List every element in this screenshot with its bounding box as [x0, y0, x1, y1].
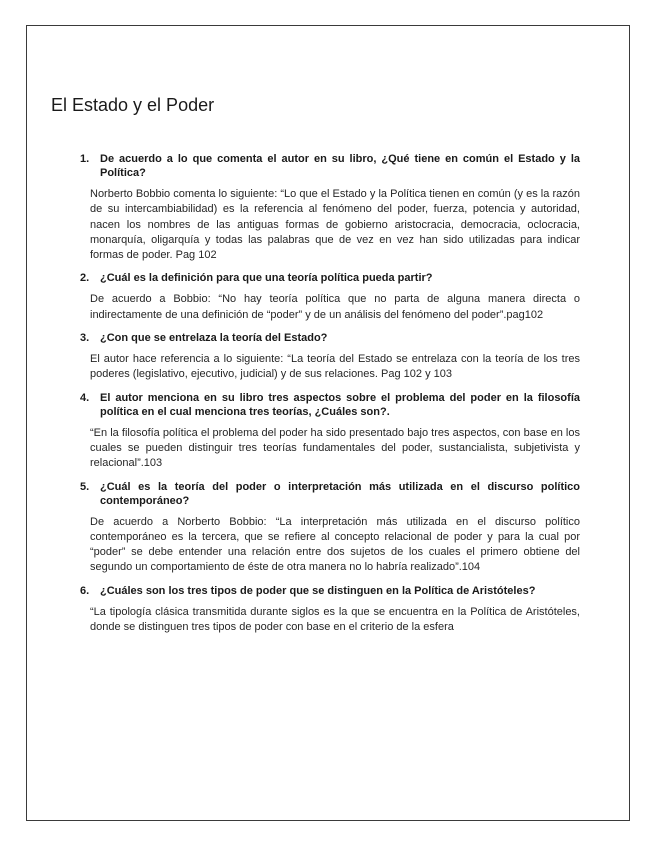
answer-text: “En la filosofía política el problema del poder ha sido presentado bajo tres aspectos, con base en los cuales se pueden distinguir tres teorías fundamentales del poder, sustancialista, subjetivista y relacional”.103: [90, 426, 580, 470]
answer-text: De acuerdo a Bobbio: “No hay teoría política que no parta de alguna manera directa o indirectamente de una definición de “poder” y de un análisis del fenómeno del poder”.pag102: [90, 293, 580, 321]
answer-text: Norberto Bobbio comenta lo siguiente: “Lo que el Estado y la Política tienen en común (y es la razón de su intercambiabilidad) es la referencia al fenómeno del poder, fuerza, potencia y autoridad, nacen los nombres de las antiguas formas de gobierno aristocracia, democracia, oclocracia, monarquía, oligarquía y todas las palabras que de vez en vez han sido utilizadas para indicar formas de poder. Pag 102: [90, 188, 580, 262]
question-number: 6.: [80, 584, 90, 597]
question-number: 4.: [80, 391, 90, 404]
qa-item-5: [80, 480, 580, 576]
qa-item-2: [80, 271, 580, 323]
question: [80, 331, 580, 345]
question-number: 5.: [80, 480, 90, 493]
question: [80, 480, 580, 508]
qa-item-3: [80, 331, 580, 383]
question-text: ¿Con que se entrelaza la teoría del Estado?: [100, 332, 328, 345]
question-text: De acuerdo a lo que comenta el autor en su libro, ¿Qué tiene en común el Estado y la Política?: [100, 153, 580, 179]
question-text: ¿Cuál es la definición para que una teoría política pueda partir?: [100, 272, 433, 285]
answer-text: “La tipología clásica transmitida durante siglos es la que se encuentra en la Política de Aristóteles, donde se distinguen tres tipos de poder con base en el criterio de la esfera: [90, 605, 580, 634]
document-title: El Estado y el Poder: [51, 95, 215, 115]
question-text: El autor menciona en su libro tres aspectos sobre el problema del poder en la filosofía política en el cual menciona tres teorías, ¿Cuáles son?.: [100, 391, 580, 418]
question: [80, 152, 580, 180]
question-number: 3.: [80, 332, 90, 345]
answer-text: De acuerdo a Norberto Bobbio: “La interpretación más utilizada en el discurso político contemporáneo es la tercera, que se refiere al concepto relacional de poder y para la cual por “poder” se debe entender una relación entre dos sujetos de los cuales el primero obtiene del segundo un comportamiento de éste de otra manera no lo habría realizado”.104: [90, 515, 580, 574]
question: [80, 271, 580, 285]
question: [80, 584, 580, 598]
qa-item-6: [80, 584, 580, 636]
qa-item-1: [80, 152, 580, 263]
question-number: 1.: [80, 153, 90, 165]
question-list: [80, 152, 580, 643]
question-text: ¿Cuáles son los tres tipos de poder que se distinguen en la Política de Aristóteles?: [100, 584, 536, 597]
question-text: ¿Cuál es la teoría del poder o interpretación más utilizada en el discurso político contemporáneo?: [100, 480, 580, 507]
qa-item-4: [80, 391, 580, 472]
answer-text: El autor hace referencia a lo siguiente: “La teoría del Estado se entrelaza con la teoría de los tres poderes (legislativo, ejecutivo, judicial) y de sus relaciones. Pag 102 y 103: [90, 353, 580, 381]
question: [80, 391, 580, 419]
question-number: 2.: [80, 272, 90, 285]
